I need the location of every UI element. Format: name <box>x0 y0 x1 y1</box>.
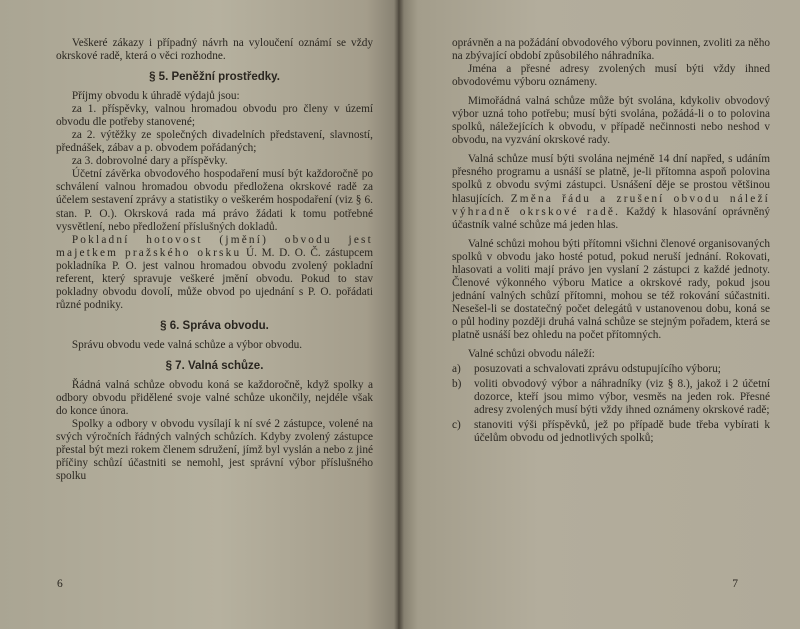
list-text: posuzovati a schvalovati zprávu odstupujícího výboru; <box>474 363 721 376</box>
section-7-heading: § 7. Valná schůze. <box>165 359 264 372</box>
list-marker: a) <box>452 363 461 376</box>
s5-paragraph-6 <box>56 234 373 312</box>
left-page-number: 6 <box>57 577 63 590</box>
list-item <box>452 419 770 445</box>
s5-spaced-text: Pokladní hotovost (jmění) obvodu jest majetkem pražského okrsku <box>56 233 373 259</box>
right-page-text <box>452 37 770 445</box>
right-page-number: 7 <box>732 577 738 590</box>
s7-paragraph-2: Spolky a odbory v obvodu vysílají k ní své 2 zástupce, volené na svých výročních řádných valných schůzích. Kdyby zvolený zástupce přestal být mezi rokem členem sdružení, jímž byl vyslán a nebo z jiné příčiny schůzí účastniti se nemohl, jest správní výbor příslušného spolku <box>56 418 373 483</box>
intro-paragraph: Veškeré zákazy i případný návrh na vyloučení oznámí se vždy okrskové radě, která o věci rozhodne. <box>56 37 373 63</box>
right-paragraph-2: Jména a přesné adresy zvolených musí býti vždy ihned obvodovému výboru oznámeny. <box>452 63 770 89</box>
right-paragraph-1: oprávněn a na požádání obvodového výboru povinnen, zvoliti za něho na zbývající období způsobilého náhradníka. <box>452 37 770 63</box>
list-text: voliti obvodový výbor a náhradníky (viz § 8.), jakož i 2 účetní dozorce, kteří jsou mimo výbor, vesměs na jeden rok. Přesné adresy zvolených musí býti vždy ihned oznámeny okrskové radě; <box>474 378 770 417</box>
section-5-heading: § 5. Peněžní prostředky. <box>149 71 280 84</box>
right-paragraph-4a: Valná schůze musí býti svolána nejméně 14 dní napřed, s udáním přesného programu a usnáší se platně, je-li přítomna aspoň polovina spolků z obvodu svými zástupci. Usnášení děje se prostou většinou hlasujících. <box>452 153 770 205</box>
right-spaced-text: Změna řádu a zrušení obvodu náleží výhradně okrskové radě. <box>452 192 770 218</box>
s5-paragraph-1: Příjmy obvodu k úhradě výdajů jsou: <box>71 90 240 103</box>
s6-paragraph-1: Správu obvodu vede valná schůze a výbor obvodu. <box>71 338 303 351</box>
list-marker: b) <box>452 378 462 391</box>
s5-paragraph-4: za 3. dobrovolné dary a příspěvky. <box>71 155 228 168</box>
right-paragraph-4b: Každý k hlasování oprávněný účastník valné schůze má jeden hlas. <box>452 205 770 231</box>
s5-paragraph-5: Účetní závěrka obvodového hospodaření musí být každoročně po schválení valnou hromadou obvodu předložena okrskové radě za účelem sestavení zprávy a statistiky o veškerém hospodaření (viz § 6. stan. P. O.). Okrsková rada má právo žádati k tomu potřebné vysvětlení, nebo předložení příslušných dokladů. <box>56 168 373 233</box>
list-item <box>452 363 770 376</box>
section-6-heading: § 6. Správa obvodu. <box>160 319 269 332</box>
list-marker: c) <box>452 419 461 432</box>
s5-paragraph-6-rest: Ú. M. D. O. Č. zástupcem pokladníka P. O. jest valnou hromadou obvodu zvolený pokladní referent, který spravuje veškeré jmění obvodu. Pokud to stav pokladny obvodu dovolí, může obvod po ujednání s P. O. pořádati různé podniky. <box>56 246 373 311</box>
left-page-text <box>56 37 373 483</box>
s5-paragraph-3: za 2. výtěžky ze společných divadelních představení, slavností, přednášek, zábav a p. obvodem pořádaných; <box>56 129 373 155</box>
right-paragraph-5: Valné schůzi mohou býti přítomni všichni členové organisovaných spolků v obvodu jako hosté potud, pokud neruší jednání. Rokovati, hlasovati a voliti mají právo jen vyslaní 2 zástupci z každé jednoty. Členové výkonného výboru Matice a okrskové rady, pokud jsou jednání valných schůzí přítomni, mohou se též rokování súčastniti. Nesešel-li se dostatečný počet delegátů v ustanovenou dobu, koná se o půl hodiny později druhá valná schůze se stejným pořadem, která se platně usnáší bez ohledu na počet přítomných. <box>452 237 770 341</box>
s5-paragraph-2: za 1. příspěvky, valnou hromadou obvodu pro členy v území obvodu dle potřeby stanovené; <box>56 103 373 129</box>
right-paragraph-4 <box>452 153 770 231</box>
right-paragraph-3: Mimořádná valná schůze může být svolána, kdykoliv obvodový výbor uzná toho potřebu; musí býti svolána, požádá-li o to polovina spolků, náležejících k obvodu, v případě nečinnosti nebo neshod v obvodu, na vyzvání okrskové rady. <box>452 95 770 147</box>
s7-paragraph-1: Řádná valná schůze obvodu koná se každoročně, když spolky a odbory obvodu přidělené svoje valné schůze ukončily, nejdéle však do konce února. <box>56 378 373 418</box>
right-paragraph-6: Valné schůzi obvodu náleží: <box>467 348 595 361</box>
list-text: stanoviti výši příspěvků, jež po případě bude třeba vybírati k účelům obvodu od jednotlivých spolků; <box>474 419 770 445</box>
right-page <box>398 0 800 629</box>
list-item <box>452 378 770 417</box>
left-page <box>0 0 398 629</box>
